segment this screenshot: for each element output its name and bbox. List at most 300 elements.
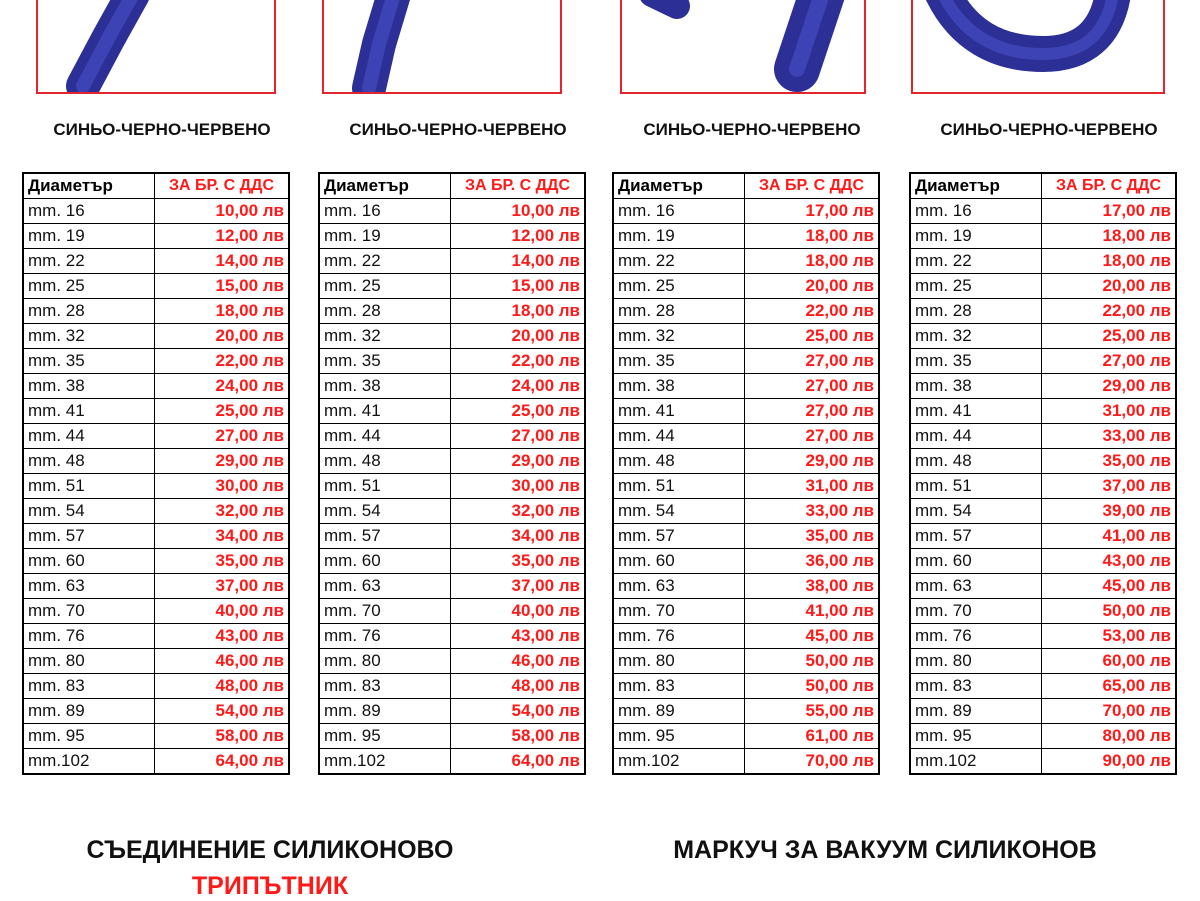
table-row <box>910 324 1176 349</box>
table-row <box>23 749 289 775</box>
price-cell: 46,00 лв <box>155 649 290 674</box>
price-cell: 35,00 лв <box>451 549 586 574</box>
diameter-cell: mm. 95 <box>23 724 155 749</box>
diameter-cell: mm. 89 <box>910 699 1042 724</box>
price-cell: 65,00 лв <box>1042 674 1177 699</box>
price-cell: 43,00 лв <box>1042 549 1177 574</box>
diameter-cell: mm. 54 <box>910 499 1042 524</box>
price-cell: 27,00 лв <box>745 399 880 424</box>
diameter-cell: mm. 32 <box>910 324 1042 349</box>
table-row <box>23 274 289 299</box>
blue-hose-image <box>913 0 1165 94</box>
diameter-cell: mm. 76 <box>23 624 155 649</box>
diameter-cell: mm. 22 <box>613 249 745 274</box>
blue-hose-image <box>38 0 276 94</box>
table-row <box>910 724 1176 749</box>
table-row <box>319 299 585 324</box>
table-row <box>613 299 879 324</box>
footer-left-title: СЪЕДИНЕНИЕ СИЛИКОНОВО <box>86 836 454 864</box>
price-cell: 18,00 лв <box>745 224 880 249</box>
color-caption: СИНЬО-ЧЕРНО-ЧЕРВЕНО <box>53 120 271 139</box>
diameter-cell: mm. 35 <box>319 349 451 374</box>
table-row <box>910 374 1176 399</box>
table-row <box>613 474 879 499</box>
price-cell: 43,00 лв <box>451 624 586 649</box>
table-row <box>319 374 585 399</box>
table-row <box>23 399 289 424</box>
blue-hose-image <box>622 0 866 94</box>
diameter-cell: mm. 95 <box>613 724 745 749</box>
diameter-cell: mm. 44 <box>910 424 1042 449</box>
price-cell: 27,00 лв <box>745 349 880 374</box>
diameter-cell: mm. 83 <box>613 674 745 699</box>
price-cell: 18,00 лв <box>745 249 880 274</box>
price-cell: 27,00 лв <box>745 424 880 449</box>
price-cell: 45,00 лв <box>1042 574 1177 599</box>
price-cell: 37,00 лв <box>1042 474 1177 499</box>
price-cell: 39,00 лв <box>1042 499 1177 524</box>
price-table-3 <box>612 172 880 775</box>
table-row <box>23 674 289 699</box>
table-row <box>23 574 289 599</box>
table-row <box>23 224 289 249</box>
table-row <box>23 324 289 349</box>
diameter-cell: mm. 28 <box>910 299 1042 324</box>
diameter-cell: mm.102 <box>319 749 451 775</box>
table-row <box>910 249 1176 274</box>
diameter-cell: mm. 51 <box>613 474 745 499</box>
table-row <box>613 574 879 599</box>
diameter-cell: mm. 22 <box>23 249 155 274</box>
diameter-cell: mm. 35 <box>23 349 155 374</box>
diameter-cell: mm. 38 <box>23 374 155 399</box>
diameter-cell: mm. 32 <box>319 324 451 349</box>
price-cell: 50,00 лв <box>745 674 880 699</box>
table-row <box>613 249 879 274</box>
product-photo-1 <box>36 0 276 94</box>
price-cell: 50,00 лв <box>1042 599 1177 624</box>
header-diameter: Диаметър <box>910 173 1042 199</box>
price-cell: 29,00 лв <box>745 449 880 474</box>
price-cell: 25,00 лв <box>745 324 880 349</box>
price-cell: 27,00 лв <box>1042 349 1177 374</box>
table-row <box>613 449 879 474</box>
diameter-cell: mm. 19 <box>319 224 451 249</box>
table-row <box>319 399 585 424</box>
price-cell: 33,00 лв <box>745 499 880 524</box>
diameter-cell: mm. 38 <box>613 374 745 399</box>
table-row <box>910 674 1176 699</box>
price-cell: 90,00 лв <box>1042 749 1177 775</box>
price-cell: 27,00 лв <box>451 424 586 449</box>
price-cell: 25,00 лв <box>451 399 586 424</box>
diameter-cell: mm. 44 <box>23 424 155 449</box>
diameter-cell: mm. 51 <box>910 474 1042 499</box>
color-caption: СИНЬО-ЧЕРНО-ЧЕРВЕНО <box>940 120 1158 139</box>
price-cell: 54,00 лв <box>451 699 586 724</box>
price-cell: 14,00 лв <box>155 249 290 274</box>
table-row <box>23 699 289 724</box>
price-cell: 15,00 лв <box>155 274 290 299</box>
table-row <box>319 499 585 524</box>
price-cell: 27,00 лв <box>745 374 880 399</box>
table-row <box>319 599 585 624</box>
header-price: ЗА БР. С ДДС <box>1042 173 1177 199</box>
diameter-cell: mm. 83 <box>910 674 1042 699</box>
diameter-cell: mm. 95 <box>319 724 451 749</box>
diameter-cell: mm. 54 <box>319 499 451 524</box>
product-photo-3 <box>620 0 866 94</box>
product-photo-4 <box>911 0 1165 94</box>
diameter-cell: mm. 57 <box>319 524 451 549</box>
price-cell: 58,00 лв <box>155 724 290 749</box>
table-row <box>613 724 879 749</box>
header-price: ЗА БР. С ДДС <box>451 173 586 199</box>
diameter-cell: mm. 41 <box>613 399 745 424</box>
diameter-cell: mm. 70 <box>910 599 1042 624</box>
diameter-cell: mm. 28 <box>23 299 155 324</box>
price-cell: 20,00 лв <box>451 324 586 349</box>
price-cell: 12,00 лв <box>155 224 290 249</box>
table-row <box>23 549 289 574</box>
table-row <box>613 499 879 524</box>
diameter-cell: mm. 70 <box>613 599 745 624</box>
price-cell: 41,00 лв <box>745 599 880 624</box>
diameter-cell: mm.102 <box>23 749 155 775</box>
table-row <box>910 499 1176 524</box>
diameter-cell: mm. 19 <box>613 224 745 249</box>
diameter-cell: mm. 57 <box>23 524 155 549</box>
diameter-cell: mm. 83 <box>23 674 155 699</box>
table-row <box>910 299 1176 324</box>
diameter-cell: mm. 38 <box>910 374 1042 399</box>
price-cell: 40,00 лв <box>155 599 290 624</box>
header-diameter: Диаметър <box>319 173 451 199</box>
table-row <box>613 649 879 674</box>
table-row <box>910 699 1176 724</box>
diameter-cell: mm. 76 <box>319 624 451 649</box>
diameter-cell: mm. 76 <box>613 624 745 649</box>
table-row <box>613 399 879 424</box>
table-row <box>910 749 1176 775</box>
price-cell: 24,00 лв <box>451 374 586 399</box>
price-cell: 55,00 лв <box>745 699 880 724</box>
diameter-cell: mm. 70 <box>319 599 451 624</box>
header-diameter: Диаметър <box>613 173 745 199</box>
price-cell: 29,00 лв <box>1042 374 1177 399</box>
table-row <box>319 224 585 249</box>
diameter-cell: mm. 60 <box>910 549 1042 574</box>
diameter-cell: mm. 54 <box>23 499 155 524</box>
price-cell: 46,00 лв <box>451 649 586 674</box>
diameter-cell: mm. 51 <box>23 474 155 499</box>
diameter-cell: mm. 41 <box>319 399 451 424</box>
diameter-cell: mm. 60 <box>23 549 155 574</box>
diameter-cell: mm. 57 <box>613 524 745 549</box>
table-row <box>613 374 879 399</box>
diameter-cell: mm. 25 <box>613 274 745 299</box>
table-row <box>910 399 1176 424</box>
price-cell: 10,00 лв <box>155 199 290 224</box>
table-row <box>23 599 289 624</box>
diameter-cell: mm. 35 <box>910 349 1042 374</box>
diameter-cell: mm. 35 <box>613 349 745 374</box>
footer-right-title: МАРКУЧ ЗА ВАКУУМ СИЛИКОНОВ <box>673 836 1097 864</box>
price-cell: 29,00 лв <box>451 449 586 474</box>
table-row <box>319 324 585 349</box>
price-cell: 48,00 лв <box>451 674 586 699</box>
diameter-cell: mm. 83 <box>319 674 451 699</box>
diameter-cell: mm. 63 <box>319 574 451 599</box>
table-row <box>910 549 1176 574</box>
table-row <box>613 349 879 374</box>
price-cell: 31,00 лв <box>745 474 880 499</box>
table-row <box>23 449 289 474</box>
price-cell: 50,00 лв <box>745 649 880 674</box>
table-row <box>910 349 1176 374</box>
price-cell: 32,00 лв <box>155 499 290 524</box>
price-cell: 70,00 лв <box>1042 699 1177 724</box>
diameter-cell: mm. 63 <box>910 574 1042 599</box>
price-cell: 29,00 лв <box>155 449 290 474</box>
table-row <box>319 199 585 224</box>
table-row <box>910 624 1176 649</box>
table-row <box>613 199 879 224</box>
price-cell: 35,00 лв <box>745 524 880 549</box>
diameter-cell: mm. 89 <box>23 699 155 724</box>
table-row <box>319 624 585 649</box>
diameter-cell: mm. 63 <box>23 574 155 599</box>
table-row <box>23 649 289 674</box>
price-cell: 37,00 лв <box>155 574 290 599</box>
table-row <box>910 574 1176 599</box>
price-cell: 35,00 лв <box>155 549 290 574</box>
table-row <box>319 249 585 274</box>
diameter-cell: mm. 51 <box>319 474 451 499</box>
price-cell: 53,00 лв <box>1042 624 1177 649</box>
price-cell: 18,00 лв <box>1042 224 1177 249</box>
price-cell: 25,00 лв <box>1042 324 1177 349</box>
price-table-1 <box>22 172 290 775</box>
table-row <box>613 524 879 549</box>
table-row <box>613 424 879 449</box>
table-row <box>910 449 1176 474</box>
price-cell: 22,00 лв <box>745 299 880 324</box>
table-row <box>910 274 1176 299</box>
footer-left-subtitle: ТРИПЪТНИК <box>191 872 349 900</box>
diameter-cell: mm. 28 <box>613 299 745 324</box>
table-row <box>613 549 879 574</box>
diameter-cell: mm. 16 <box>23 199 155 224</box>
price-table-2 <box>318 172 586 775</box>
diameter-cell: mm. 60 <box>319 549 451 574</box>
table-row <box>613 674 879 699</box>
diameter-cell: mm. 63 <box>613 574 745 599</box>
diameter-cell: mm. 19 <box>910 224 1042 249</box>
diameter-cell: mm. 28 <box>319 299 451 324</box>
diameter-cell: mm. 22 <box>319 249 451 274</box>
diameter-cell: mm. 54 <box>613 499 745 524</box>
table-row <box>23 474 289 499</box>
diameter-cell: mm. 22 <box>910 249 1042 274</box>
diameter-cell: mm. 32 <box>613 324 745 349</box>
price-cell: 17,00 лв <box>745 199 880 224</box>
price-cell: 38,00 лв <box>745 574 880 599</box>
table-row <box>319 449 585 474</box>
table-row <box>319 349 585 374</box>
diameter-cell: mm.102 <box>910 749 1042 775</box>
diameter-cell: mm. 44 <box>613 424 745 449</box>
price-cell: 35,00 лв <box>1042 449 1177 474</box>
price-cell: 30,00 лв <box>155 474 290 499</box>
price-cell: 10,00 лв <box>451 199 586 224</box>
diameter-cell: mm. 25 <box>319 274 451 299</box>
price-cell: 25,00 лв <box>155 399 290 424</box>
diameter-cell: mm. 48 <box>319 449 451 474</box>
price-cell: 18,00 лв <box>155 299 290 324</box>
table-row <box>23 299 289 324</box>
table-row <box>613 749 879 775</box>
price-cell: 14,00 лв <box>451 249 586 274</box>
diameter-cell: mm. 95 <box>910 724 1042 749</box>
diameter-cell: mm. 80 <box>23 649 155 674</box>
table-row <box>319 524 585 549</box>
price-cell: 20,00 лв <box>1042 274 1177 299</box>
table-row <box>613 324 879 349</box>
price-cell: 60,00 лв <box>1042 649 1177 674</box>
table-row <box>613 699 879 724</box>
diameter-cell: mm. 48 <box>613 449 745 474</box>
table-row <box>613 599 879 624</box>
price-cell: 43,00 лв <box>155 624 290 649</box>
diameter-cell: mm. 16 <box>613 199 745 224</box>
price-cell: 54,00 лв <box>155 699 290 724</box>
diameter-cell: mm. 80 <box>613 649 745 674</box>
diameter-cell: mm. 57 <box>910 524 1042 549</box>
table-row <box>910 474 1176 499</box>
diameter-cell: mm. 41 <box>910 399 1042 424</box>
diameter-cell: mm. 80 <box>910 649 1042 674</box>
price-cell: 27,00 лв <box>155 424 290 449</box>
table-row <box>319 674 585 699</box>
table-row <box>319 274 585 299</box>
diameter-cell: mm. 41 <box>23 399 155 424</box>
price-cell: 32,00 лв <box>451 499 586 524</box>
table-row <box>23 249 289 274</box>
table-header-row <box>613 173 879 199</box>
price-cell: 22,00 лв <box>451 349 586 374</box>
price-cell: 31,00 лв <box>1042 399 1177 424</box>
diameter-cell: mm. 89 <box>613 699 745 724</box>
price-cell: 18,00 лв <box>1042 249 1177 274</box>
price-table-4 <box>909 172 1177 775</box>
table-row <box>319 649 585 674</box>
header-diameter: Диаметър <box>23 173 155 199</box>
table-row <box>23 374 289 399</box>
price-cell: 40,00 лв <box>451 599 586 624</box>
price-cell: 24,00 лв <box>155 374 290 399</box>
price-cell: 36,00 лв <box>745 549 880 574</box>
diameter-cell: mm. 76 <box>910 624 1042 649</box>
diameter-cell: mm.102 <box>613 749 745 775</box>
price-cell: 37,00 лв <box>451 574 586 599</box>
table-row <box>613 224 879 249</box>
price-cell: 80,00 лв <box>1042 724 1177 749</box>
table-row <box>319 549 585 574</box>
table-header-row <box>910 173 1176 199</box>
diameter-cell: mm. 25 <box>910 274 1042 299</box>
product-photo-2 <box>322 0 562 94</box>
diameter-cell: mm. 16 <box>319 199 451 224</box>
price-cell: 20,00 лв <box>745 274 880 299</box>
table-row <box>319 699 585 724</box>
price-cell: 34,00 лв <box>451 524 586 549</box>
diameter-cell: mm. 60 <box>613 549 745 574</box>
diameter-cell: mm. 32 <box>23 324 155 349</box>
price-cell: 15,00 лв <box>451 274 586 299</box>
price-cell: 48,00 лв <box>155 674 290 699</box>
price-cell: 18,00 лв <box>451 299 586 324</box>
table-row <box>23 724 289 749</box>
price-cell: 64,00 лв <box>451 749 586 775</box>
price-cell: 61,00 лв <box>745 724 880 749</box>
table-header-row <box>319 173 585 199</box>
header-price: ЗА БР. С ДДС <box>745 173 880 199</box>
diameter-cell: mm. 44 <box>319 424 451 449</box>
price-cell: 34,00 лв <box>155 524 290 549</box>
price-cell: 20,00 лв <box>155 324 290 349</box>
price-cell: 45,00 лв <box>745 624 880 649</box>
table-row <box>23 424 289 449</box>
table-row <box>319 724 585 749</box>
price-cell: 33,00 лв <box>1042 424 1177 449</box>
table-row <box>910 224 1176 249</box>
price-cell: 41,00 лв <box>1042 524 1177 549</box>
table-row <box>613 274 879 299</box>
price-cell: 12,00 лв <box>451 224 586 249</box>
table-row <box>23 624 289 649</box>
diameter-cell: mm. 48 <box>910 449 1042 474</box>
header-price: ЗА БР. С ДДС <box>155 173 290 199</box>
table-row <box>23 499 289 524</box>
diameter-cell: mm. 89 <box>319 699 451 724</box>
price-cell: 64,00 лв <box>155 749 290 775</box>
diameter-cell: mm. 70 <box>23 599 155 624</box>
table-row <box>319 424 585 449</box>
price-cell: 17,00 лв <box>1042 199 1177 224</box>
color-caption: СИНЬО-ЧЕРНО-ЧЕРВЕНО <box>643 120 861 139</box>
price-cell: 22,00 лв <box>1042 299 1177 324</box>
price-cell: 70,00 лв <box>745 749 880 775</box>
table-row <box>910 649 1176 674</box>
diameter-cell: mm. 25 <box>23 274 155 299</box>
table-row <box>910 524 1176 549</box>
table-row <box>910 424 1176 449</box>
diameter-cell: mm. 80 <box>319 649 451 674</box>
table-row <box>23 349 289 374</box>
table-row <box>319 574 585 599</box>
table-row <box>910 199 1176 224</box>
table-row <box>613 624 879 649</box>
diameter-cell: mm. 48 <box>23 449 155 474</box>
diameter-cell: mm. 38 <box>319 374 451 399</box>
diameter-cell: mm. 16 <box>910 199 1042 224</box>
price-cell: 30,00 лв <box>451 474 586 499</box>
diameter-cell: mm. 19 <box>23 224 155 249</box>
color-caption: СИНЬО-ЧЕРНО-ЧЕРВЕНО <box>349 120 567 139</box>
table-row <box>910 599 1176 624</box>
table-row <box>23 199 289 224</box>
